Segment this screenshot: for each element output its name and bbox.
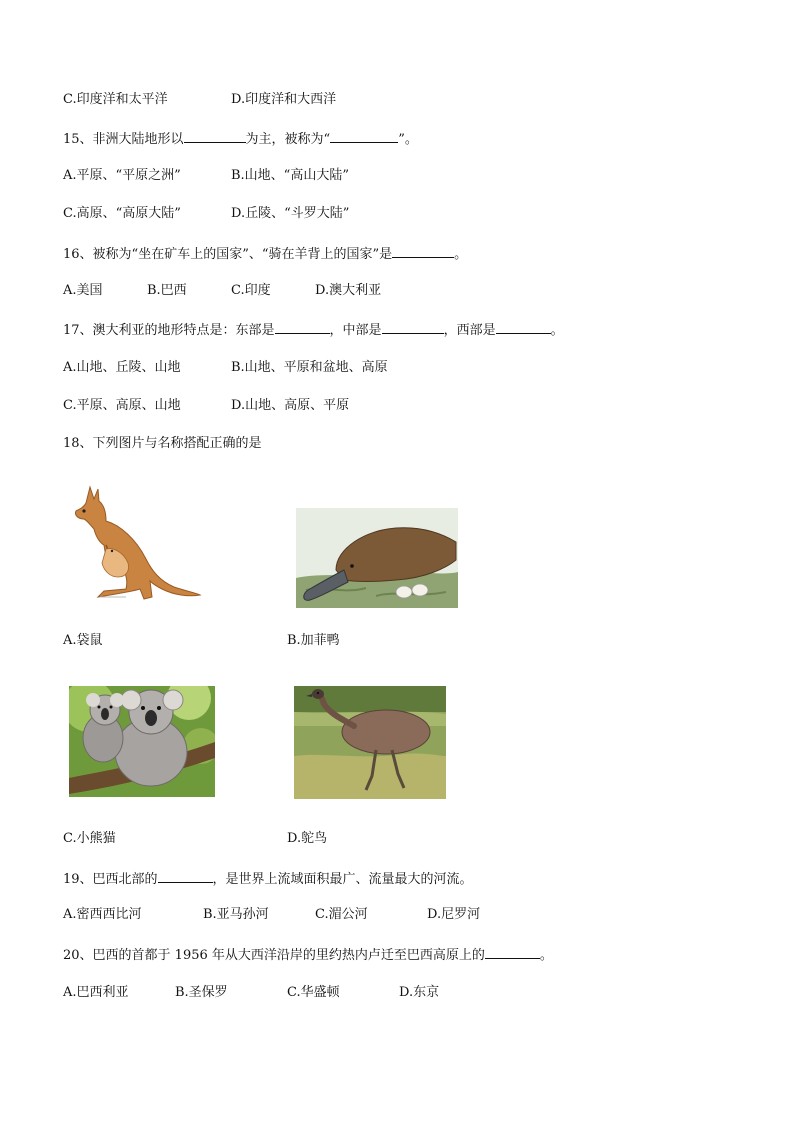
- q19-option-c: C.湄公河: [315, 907, 368, 922]
- q19-option-d: D.尼罗河: [427, 907, 481, 922]
- q15-option-d: D.丘陵、“斗罗大陆”: [231, 206, 350, 221]
- q18-option-d: D.鸵鸟: [287, 831, 328, 846]
- q18-option-c: C.小熊猫: [63, 831, 116, 846]
- platypus-image: [296, 508, 458, 608]
- kangaroo-image: [70, 485, 202, 605]
- q14-option-d: D.印度洋和大西洋: [231, 92, 337, 107]
- q17-option-c: C.平原、高原、山地: [63, 398, 181, 413]
- q15-option-b: B.山地、“高山大陆”: [231, 168, 349, 183]
- q19-stem: 19、巴西北部的 ，是世界上流域面积最广、流量最大的河流。: [63, 869, 473, 889]
- q17-blank-2[interactable]: [382, 320, 444, 334]
- q20-stem: 20、巴西的首都于 1956 年从大西洋沿岸的里约热内卢迁至巴西高原上的 。: [63, 945, 553, 965]
- q17-blank-3[interactable]: [496, 320, 551, 334]
- q19-option-a: A.密西西比河: [63, 907, 142, 922]
- q17-option-b: B.山地、平原和盆地、高原: [231, 360, 388, 375]
- q15-blank-1[interactable]: [184, 129, 246, 143]
- q20-option-c: C.华盛顿: [287, 985, 340, 1000]
- q17-option-a: A.山地、丘陵、山地: [63, 360, 181, 375]
- q18-stem: 18、下列图片与名称搭配正确的是: [63, 436, 262, 451]
- q15-option-c: C.高原、“高原大陆”: [63, 206, 181, 221]
- q16-option-a: A.美国: [63, 283, 103, 298]
- q17-blank-1[interactable]: [275, 320, 330, 334]
- q17-option-d: D.山地、高原、平原: [231, 398, 350, 413]
- q15-blank-2[interactable]: [330, 129, 398, 143]
- emu-image: [294, 686, 446, 799]
- q20-option-d: D.东京: [399, 985, 440, 1000]
- q16-option-c: C.印度: [231, 283, 271, 298]
- q16-blank[interactable]: [392, 244, 454, 258]
- q17-stem: 17、澳大利亚的地形特点是：东部是 ，中部是 ，西部是 。: [63, 320, 564, 340]
- q20-option-a: A.巴西利亚: [63, 985, 129, 1000]
- q18-option-b: B.加菲鸭: [287, 633, 340, 648]
- q20-option-b: B.圣保罗: [175, 985, 228, 1000]
- koala-image: [69, 686, 215, 797]
- q15-stem: 15、非洲大陆地形以 为主，被称为“ ”。: [63, 129, 418, 149]
- q18-option-a: A.袋鼠: [63, 633, 103, 648]
- q15-option-a: A.平原、“平原之洲”: [63, 168, 181, 183]
- q14-option-c: C.印度洋和太平洋: [63, 92, 168, 107]
- q16-option-b: B.巴西: [147, 283, 187, 298]
- q16-stem: 16、被称为“坐在矿车上的国家”、“骑在羊背上的国家”是 。: [63, 244, 467, 264]
- q16-option-d: D.澳大利亚: [315, 283, 382, 298]
- q19-option-b: B.亚马孙河: [203, 907, 269, 922]
- q20-blank[interactable]: [485, 945, 540, 959]
- q19-blank[interactable]: [158, 869, 213, 883]
